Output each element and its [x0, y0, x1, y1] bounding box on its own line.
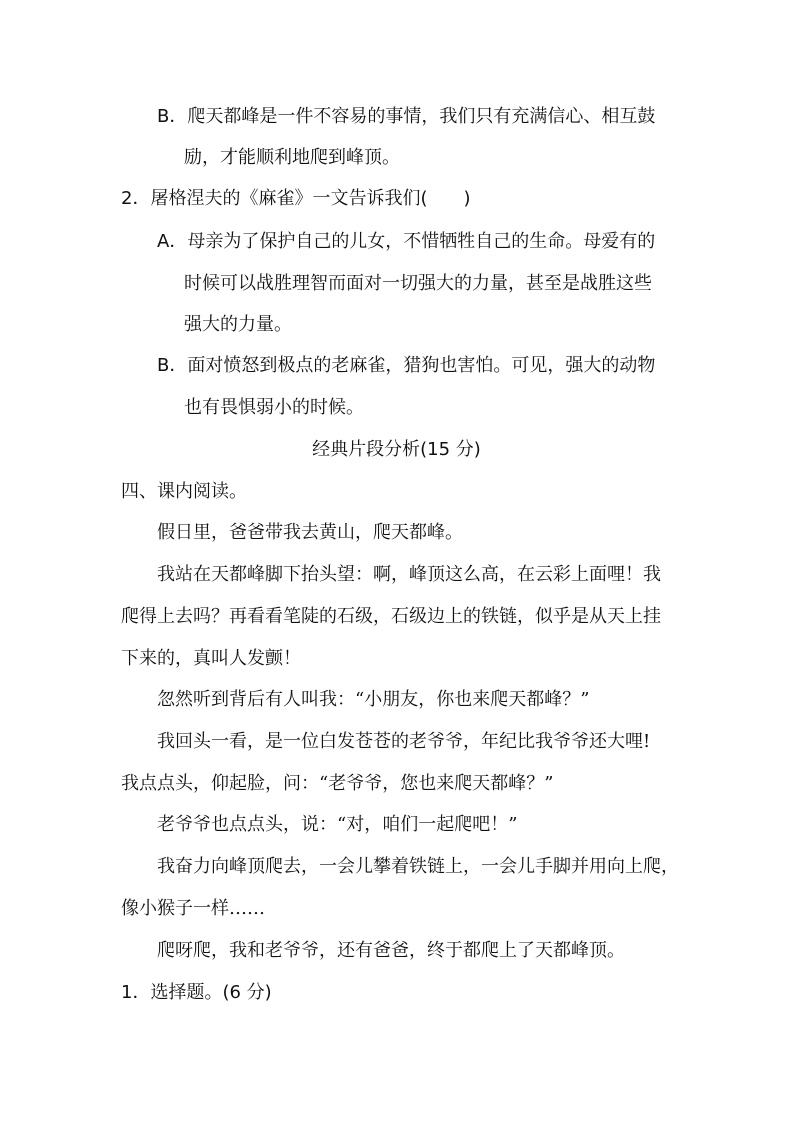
- q2-stem: 2．屠格涅夫的《麻雀》一文告诉我们( ): [121, 188, 471, 209]
- part-four-heading: 四、课内阅读。: [121, 481, 247, 502]
- sub-question-1-stem: 1．选择题。(6 分): [121, 982, 272, 1003]
- passage-line: 忽然听到背后有人叫我：“小朋友，你也来爬天都峰？”: [157, 689, 590, 710]
- passage-line: 像小猴子一样……: [121, 898, 265, 919]
- q2-option-b-line2: 也有畏惧弱小的时候。: [184, 397, 364, 418]
- passage-line: 爬呀爬，我和老爷爷，还有爸爸，终于都爬上了天都峰顶。: [157, 940, 625, 961]
- q1-option-b-line1: B．爬天都峰是一件不容易的事情，我们只有充满信心、相互鼓: [157, 106, 656, 127]
- passage-line: 我点点头，仰起脸，问：“老爷爷，您也来爬天都峰？”: [121, 773, 554, 794]
- passage-line: 我站在天都峰脚下抬头望：啊，峰顶这么高，在云彩上面哩！我: [157, 564, 661, 585]
- passage-line: 假日里，爸爸带我去黄山，爬天都峰。: [157, 522, 463, 543]
- section-title: 经典片段分析(15 分): [312, 439, 481, 460]
- q2-option-b-line1: B．面对愤怒到极点的老麻雀，猎狗也害怕。可见，强大的动物: [157, 355, 656, 376]
- q2-option-a-line2: 时候可以战胜理智而面对一切强大的力量，甚至是战胜这些: [184, 273, 652, 294]
- passage-line: 我奋力向峰顶爬去，一会儿攀着铁链上，一会儿手脚并用向上爬，: [157, 856, 679, 877]
- passage-line: 爬得上去吗？再看看笔陡的石级，石级边上的铁链，似乎是从天上挂: [121, 606, 661, 627]
- passage-line: 老爷爷也点点头，说：“对，咱们一起爬吧！”: [157, 814, 518, 835]
- q2-option-a-line3: 强大的力量。: [184, 314, 292, 335]
- passage-line: 下来的，真叫人发颤！: [121, 648, 301, 669]
- q2-option-a-line1: A．母亲为了保护自己的儿女，不惜牺牲自己的生命。母爱有的: [157, 231, 656, 252]
- q1-option-b-line2: 励，才能顺利地爬到峰顶。: [184, 147, 400, 168]
- passage-line: 我回头一看，是一位白发苍苍的老爷爷，年纪比我爷爷还大哩!: [157, 731, 651, 752]
